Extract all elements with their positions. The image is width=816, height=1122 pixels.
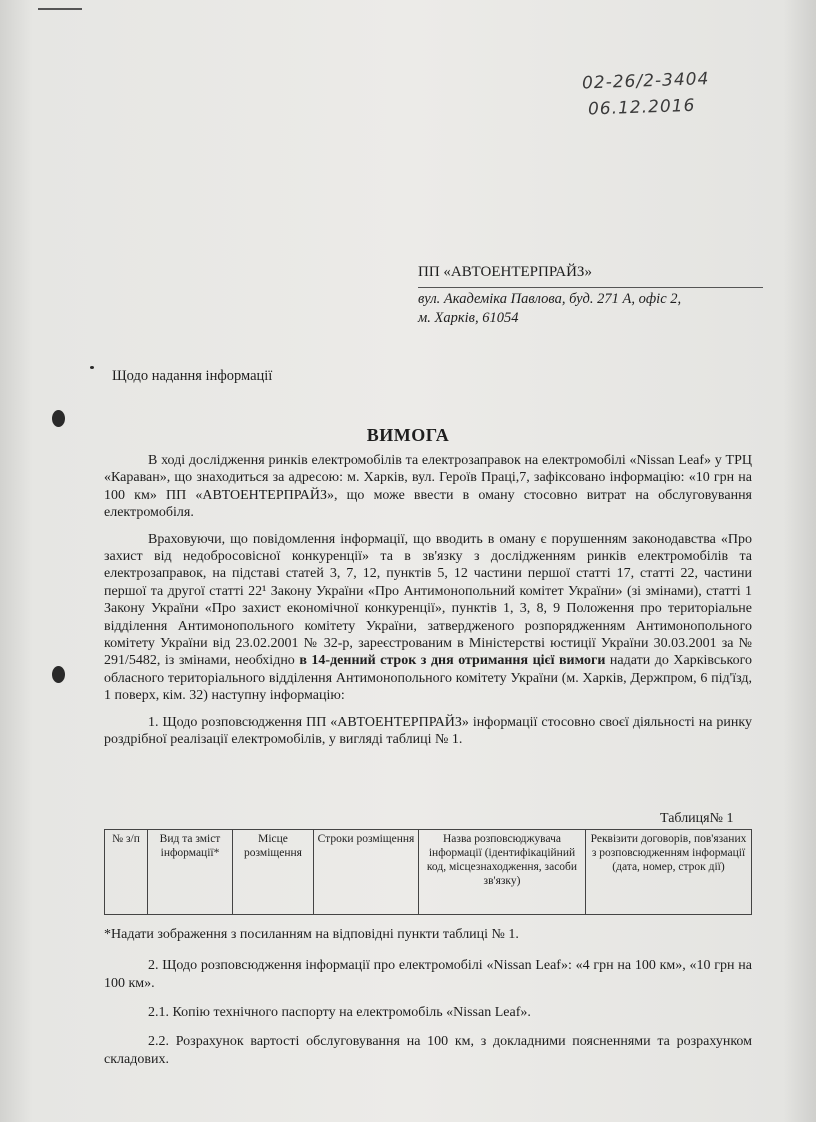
table-header-cell: Реквізити договорів, пов'язаних з розповсюдженням інформації (дата, номер, строк дії) — [586, 830, 752, 915]
paragraph-context: В ході дослідження ринків електромобілів та електрозаправок на електромобілі «Nissan Leaf» у ТРЦ «Караван», що знаходиться за адресою: м. Харків, вул. Героїв Праці,7, зафіксовано інформацію: «10 грн на 100 км» ПП «АВТОЕНТЕРПРАЙЗ», що може ввести в оману стосовно витрат на обслуговування електромобіля. — [104, 453, 752, 521]
table-header-row — [105, 830, 752, 915]
table-caption: Таблиця№ 1 — [660, 811, 734, 826]
document-body — [104, 452, 752, 758]
recipient-address-line1: вул. Академіка Павлова, буд. 271 А, офіс 2, — [418, 291, 682, 307]
recipient-divider — [418, 287, 763, 288]
document-title: ВИМОГА — [366, 425, 450, 445]
recipient-address-line2: м. Харків, 61054 — [418, 310, 519, 326]
info-table — [104, 829, 752, 915]
table-footnote: *Надати зображення з посиланням на відповідні пункти таблиці № 1. — [104, 927, 519, 942]
table-header-cell: № з/п — [105, 830, 148, 915]
paragraph-request-2-1: 2.1. Копію технічного паспорту на електромобіль «Nissan Leaf». — [148, 1005, 531, 1020]
legal-basis-end: надати до Харківського обласного територіального відділення Антимонопольного комітету України (м. Харків, Держпром, 6 під'їзд, 1 поверх, кім. 32) наступну інформацію: — [104, 653, 753, 704]
scan-speck — [90, 366, 94, 369]
paragraph-request-2-2: 2.2. Розрахунок вартості обслуговування на 100 км, з докладними поясненнями та розрахунком складових. — [104, 1034, 752, 1067]
table-header-cell: Строки розміщення — [314, 830, 419, 915]
scan-mark — [38, 8, 82, 10]
subject-line: Щодо надання інформації — [112, 368, 273, 384]
recipient-name: ПП «АВТОЕНТЕРПРАЙЗ» — [418, 264, 592, 280]
recipient-block — [418, 264, 763, 328]
deadline-text: в 14-денний строк з дня отримання цієї вимоги — [299, 653, 606, 669]
legal-basis-text: Враховуючи, що повідомлення інформації, що вводить в оману є порушенням законодавства «Про захист від недобросовісної конкуренції» та в зв'язку з дослідженням ринків електромобілів та електрозаправок, на підставі статей 3, 7, 12, пунктів 5, 12 частини першої статті 17, статті 22, частини першої та другої статті 22¹ Закону України «Про Антимонопольний комітет України» (зі змінами), статті 1 Закону України «Про захист економічної конкуренції», пунктів 1, 3, 8, 9 Положення про територіальне відділення Антимонопольного комітету України, затвердженого розпорядженням Антимонопольного комітету України від 23.02.2001 № 32-р, зареєстрованим в Міністерстві юстиції України 30.03.2001 за № 291/5482, із змінами, необхідно — [104, 531, 752, 669]
paragraph-request-1: 1. Щодо розповсюдження ПП «АВТОЕНТЕРПРАЙЗ» інформації стосовно своєї діяльності на ринку роздрібної реалізації електромобілів, у вигляді таблиці № 1. — [104, 714, 752, 748]
paragraph-legal-basis — [104, 531, 752, 705]
table-header-cell: Вид та зміст інформації* — [148, 830, 233, 915]
punch-hole — [52, 666, 65, 683]
table-header-cell: Назва розповсюджувача інформації (ідентифікаційний код, місцезнаходження, засоби зв'язку) — [419, 830, 586, 915]
registration-date: 06.12.2016 — [587, 95, 696, 120]
table-header-cell: Місце розміщення — [233, 830, 314, 915]
registration-number: 02-26/2-3404 — [581, 69, 710, 94]
document-requests — [104, 957, 752, 1080]
paragraph-request-2: 2. Щодо розповсюдження інформації про електромобілі «Nissan Leaf»: «4 грн на 100 км», «10 грн на 100 км». — [104, 958, 752, 991]
